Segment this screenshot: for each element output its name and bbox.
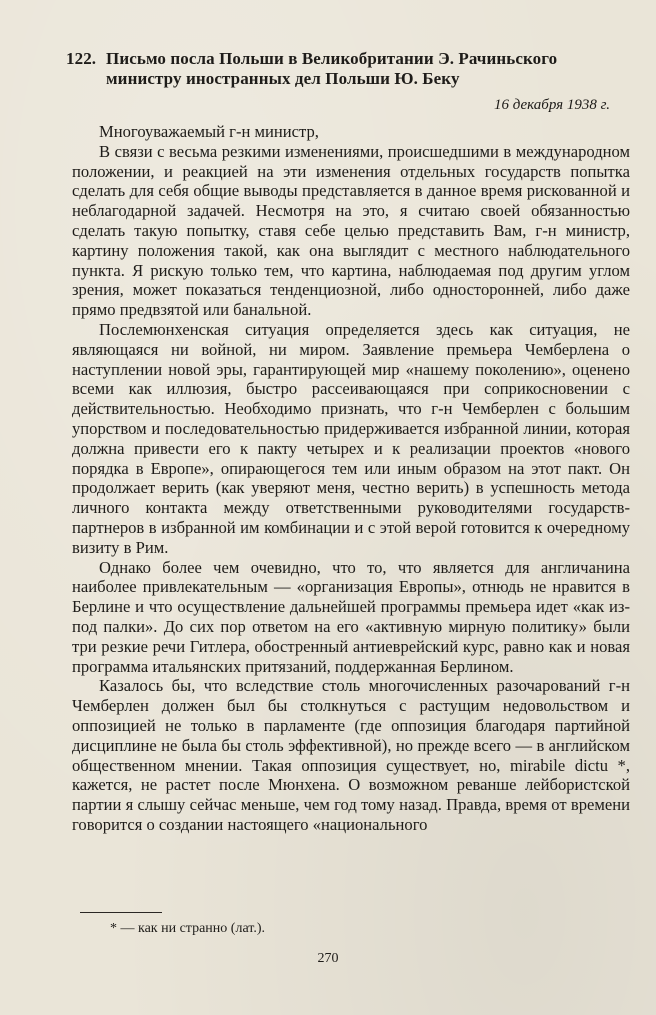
paragraph-1: В связи с весьма резкими изменениями, происшедшими в международном положении, и реакцией на эти изменения отдельных государств попытка сделать для себя общие выводы представляется в данное время рискованной и неблагодарной задачей. Несмотря на это, я считаю своей обязанностью сделать такую попытку, ставя себе целью представить Вам, г-н министр, картину положения такой, как она выглядит с местного наблюдательного пункта. Я рискую только тем, что картина, наблюдаемая под другим углом зрения, может показаться тенденциозной, либо односторонней, либо даже прямо предвзятой или банальной. [72,141,630,320]
document-heading [66,49,626,89]
paragraph-4: Казалось бы, что вследствие столь многочисленных разочарований г-н Чемберлен должен был бы столкнуться с растущим недовольством и оппозицией не только в парламенте (где оппозиция благодаря партийной дисциплине не была бы столь эффективной), но прежде всего — в английском общественном мнении. Такая оппозиция существует, но, mirabile dictu *, кажется, не растет после Мюнхена. О возможном реванше лейбористской партии я слышу сейчас меньше, чем год тому назад. Правда, время от времени говорится о создании настоящего «национального [72,676,630,834]
title-line-2: министру иностранных дел Польши Ю. Беку [106,69,460,88]
paragraph-2: Послемюнхенская ситуация определяется здесь как ситуация, не являющаяся ни войной, ни миром. Заявление премьера Чемберлена о наступлении новой эры, гарантирующей мир «нашему поколению», оценено всеми как иллюзия, быстро рассеивающаяся при соприкосновении с действительностью. Необходимо признать, что г-н Чемберлен с большим упорством и последовательностью придерживается избранной линии, которая должна привести его к пакту четырех и к реализации проектов «нового порядка в Европе», опирающегося тем или иным образом на этот пакт. Он продолжает верить (как уверяют меня, честно верить) в успешность метода личного контакта между ответственными руководителями государств-партнеров в избранной им комбинации и с этой верой готовится к очередному визиту в Рим. [72,319,630,557]
salutation: Многоуважаемый г-н министр, [99,122,319,141]
paragraph-3: Однако более чем очевидно, что то, что является для англичанина наиболее привлекательным — «организация Европы», отнюдь не нравится в Берлине и что осуществление дальнейшей программы премьера идет «как из-под палки». До сих пор ответом на его «активную мирную политику» были три резкие речи Гитлера, обостренный антиеврейский курс, равно как и новая программа итальянских притязаний, поддержанная Берлином. [72,557,630,676]
letter-body [72,122,630,835]
footnote: * — как ни странно (лат.). [110,921,266,936]
letter-date: 16 декабря 1938 г. [493,97,610,113]
title-line-1: Письмо посла Польши в Великобритании Э. Рачиньского [106,49,558,68]
document-number: 122. [66,49,97,68]
heading-line-1 [66,49,626,69]
footnote-divider [80,912,162,913]
page-number: 270 [317,951,339,966]
